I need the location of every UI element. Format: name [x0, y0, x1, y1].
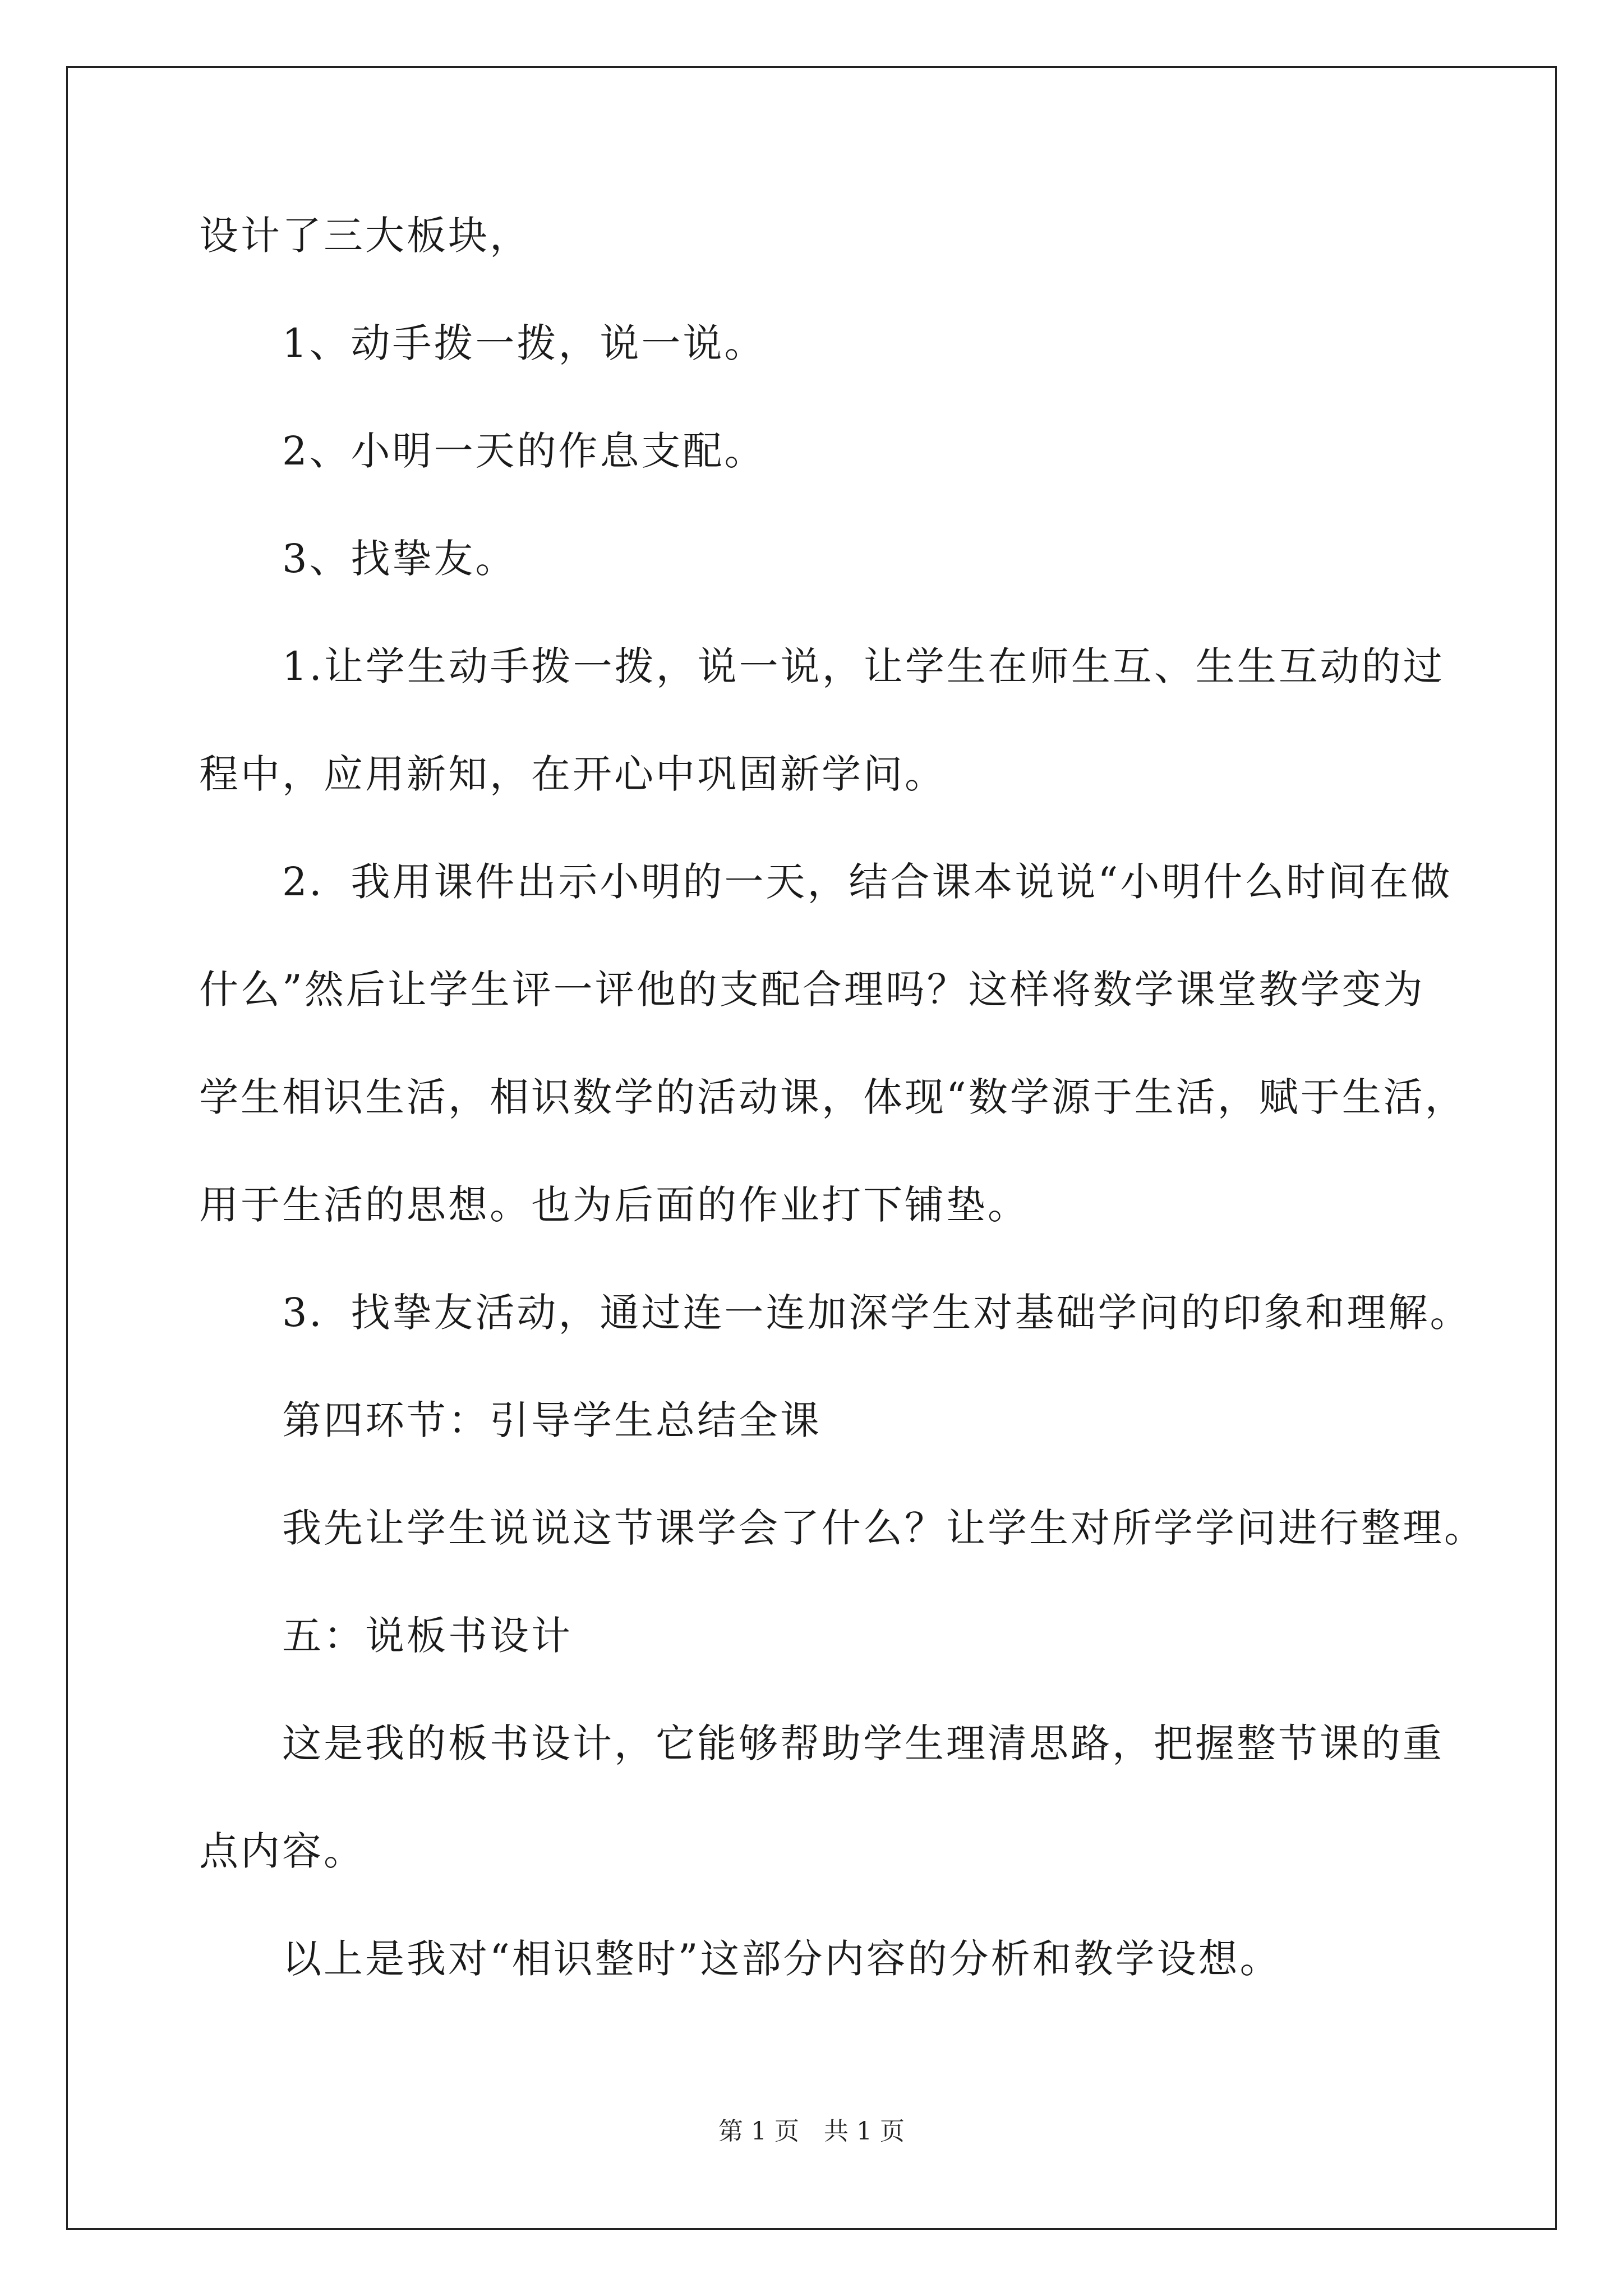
list-item: 1、动手拨一拨，说一说。 — [282, 320, 766, 366]
paragraph-line: 2．我用课件出示小明的一天，结合课本说说“小明什么时间在做 — [282, 859, 1453, 905]
paragraph-line: 我先让学生说说这节课学会了什么？让学生对所学学问进行整理。 — [282, 1505, 1486, 1551]
section-heading: 第四环节：引导学生总结全课 — [282, 1397, 822, 1443]
paragraph-line: 点内容。 — [199, 1828, 365, 1874]
paragraph-line: 以上是我对“相识整时”这部分内容的分析和教学设想。 — [282, 1936, 1281, 1982]
paragraph-line: 学生相识生活，相识数学的活动课，体现“数学源于生活，赋于生活， — [199, 1074, 1467, 1120]
page-border — [66, 66, 1557, 2230]
page-footer: 第 1 页 共 1 页 — [718, 2117, 905, 2146]
list-item: 2、小明一天的作息支配。 — [282, 428, 766, 474]
paragraph-line: 1.让学生动手拨一拨，说一说，让学生在师生互、生生互动的过 — [282, 643, 1445, 689]
paragraph-line: 这是我的板书设计，它能够帮助学生理清思路，把握整节课的重 — [282, 1720, 1444, 1766]
paragraph-line: 什么”然后让学生评一评他的支配合理吗？这样将数学课堂教学变为 — [199, 967, 1425, 1013]
paragraph-line: 用于生活的思想。也为后面的作业打下铺垫。 — [199, 1182, 1029, 1228]
section-heading: 五：说板书设计 — [282, 1613, 573, 1659]
list-item: 3、找挚友。 — [282, 536, 517, 582]
paragraph-line: 程中，应用新知，在开心中巩固新学问。 — [199, 751, 946, 797]
text-line: 设计了三大板块， — [199, 213, 531, 259]
paragraph-line: 3．找挚友活动，通过连一连加深学生对基础学问的印象和理解。 — [282, 1290, 1472, 1336]
